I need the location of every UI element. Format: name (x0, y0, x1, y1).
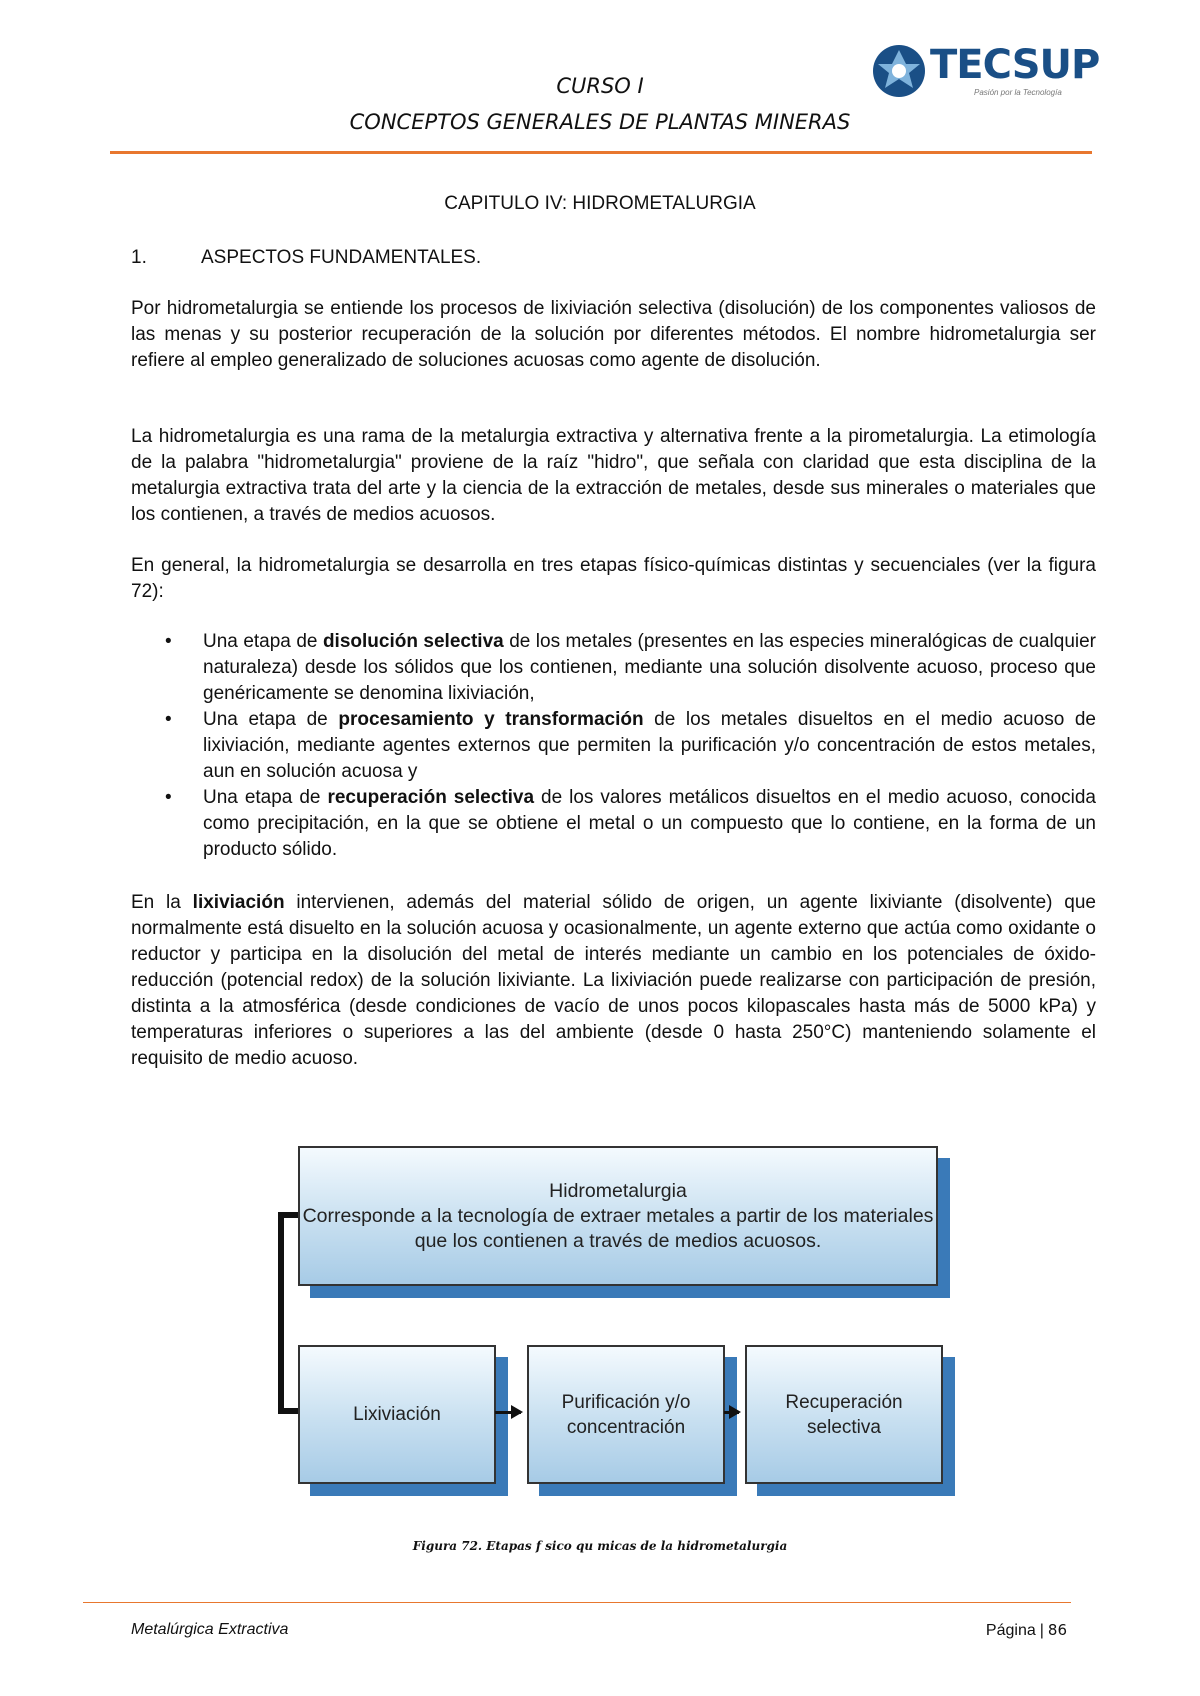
logo-tagline: Pasión por la Tecnología (974, 88, 1062, 97)
footer-page (986, 1621, 1067, 1640)
paragraph-etymology: La hidrometalurgia es una rama de la metalurgia extractiva y alternativa frente a la pirometalurgia. La etimología de la palabra "hidrometalurgia" proviene de la raíz "hidro", que señala con claridad que esta disciplina de la metalurgia extractiva trata del arte y la ciencia de la extracción de metales, desde sus minerales o materiales que los contienen, a través de medios acuosos. (131, 426, 1096, 525)
list-item-lead: Una etapa de (203, 709, 339, 730)
list-item-lead: Una etapa de (203, 631, 323, 652)
leaching-label: Lixiviación (353, 1404, 441, 1425)
list-item (131, 785, 1096, 863)
recovery-label-line1: Recuperación (785, 1391, 903, 1413)
section-number: 1. (131, 247, 147, 268)
header-rule (110, 151, 1092, 154)
connector-bottom (278, 1408, 300, 1414)
page-number: 86 (1047, 1621, 1067, 1639)
bullet-icon: • (165, 631, 172, 652)
list-item-bold: recuperación selectiva (327, 787, 535, 808)
connector-vertical (278, 1216, 284, 1412)
hydrometallurgy-desc-line1: Corresponde a la tecnología de extraer metales a partir de los materiales (302, 1204, 934, 1227)
list-item-rest: de los metales disueltos en el medio acuoso de lixiviación, mediante agentes externos que permiten la purificación y/o concentración de estos metales, aun en solución acuosa y (203, 709, 1096, 782)
bullet-icon: • (165, 787, 172, 808)
list-item-rest: de los valores metálicos disueltos en el medio acuoso, conocida como precipitación, en la que se obtiene el metal o un compuesto que lo contiene, en la forma de un producto sólido. (203, 787, 1096, 860)
list-item-lead: Una etapa de (203, 787, 328, 808)
list-item-bold: disolución selectiva (322, 631, 504, 652)
figure-caption: Figura 72. Etapas f sico qu micas de la hidrometalurgia (412, 1539, 788, 1553)
paragraph-stages-intro: En general, la hidrometalurgia se desarrolla en tres etapas físico-químicas distintas y secuenciales (ver la figura 72): (131, 555, 1096, 602)
page-separator: | (1039, 1622, 1044, 1639)
hydrometallurgy-desc-line2: que los contienen a través de medios acuosos. (414, 1229, 822, 1252)
stages-list (131, 629, 1096, 863)
purification-box (527, 1345, 725, 1484)
page-label: Página (985, 1622, 1036, 1639)
paragraph-leaching-lead: En la (131, 892, 193, 913)
paragraph-definition: Por hidrometalurgia se entiende los procesos de lixiviación selectiva (disolución) de los componentes valiosos de las menas y su posterior recuperación de la solución por diferentes métodos. El nombre hidrometalurgia ser refiere al empleo generalizado de soluciones acuosas como agente de disolución. (131, 298, 1096, 371)
recovery-label-line2: selectiva (807, 1416, 881, 1438)
connector-top (278, 1212, 300, 1218)
purification-label-line2: concentración (566, 1416, 686, 1438)
arrow-right-icon (495, 1411, 521, 1414)
recovery-box (745, 1345, 943, 1484)
list-item-rest: de los metales (presentes en las especies mineralógicas de cualquier naturaleza) desde los sólidos que los contienen, mediante una solución disolvente acuoso, proceso que genéricamente se denomina lixiviación, (203, 631, 1097, 704)
section-heading (131, 247, 481, 269)
list-item-bold: procesamiento y transformación (338, 709, 644, 730)
hydrometallurgy-title: Hidrometalurgia (549, 1179, 687, 1202)
footer-course-name: Metalúrgica Extractiva (131, 1621, 289, 1638)
logo-text: TECSUP (930, 42, 1100, 88)
list-item (131, 707, 1096, 785)
section-title: ASPECTOS FUNDAMENTALES. (201, 247, 482, 268)
hydrometallurgy-box (298, 1146, 938, 1286)
chapter-title: CAPITULO IV: HIDROMETALURGIA (444, 193, 756, 214)
arrow-right-icon (724, 1411, 739, 1414)
hydrometallurgy-diagram (270, 1146, 950, 1496)
paragraph-leaching-rest: intervienen, además del material sólido de origen, un agente lixiviante (disolvente) que normalmente está disuelto en la solución acuosa y ocasionalmente, un agente externo que actúa como oxidante o reductor y participa en la disolución del metal de interés mediante un cambio en los potenciales de óxido-reducción (potencial redox) de la solución lixiviante. La lixiviación puede realizarse con participación de presión, distinta a la atmosférica (desde condiciones de vacío de unos pocos kilopascales hasta más de 5000 kPa) y temperaturas inferiores o superiores a las del ambiente (desde 0 hasta 250°C) manteniendo solamente el requisito de medio acuoso. (131, 892, 1096, 1069)
paragraph-leaching-bold: lixiviación (192, 892, 285, 913)
course-label: CURSO I (556, 74, 644, 98)
list-item (131, 629, 1096, 707)
bullet-icon: • (165, 709, 172, 730)
course-title: CONCEPTOS GENERALES DE PLANTAS MINERAS (349, 110, 851, 134)
footer-rule (83, 1602, 1071, 1603)
paragraph-leaching (131, 890, 1096, 1072)
purification-label-line1: Purificación y/o (561, 1391, 691, 1413)
leaching-box (298, 1345, 496, 1484)
